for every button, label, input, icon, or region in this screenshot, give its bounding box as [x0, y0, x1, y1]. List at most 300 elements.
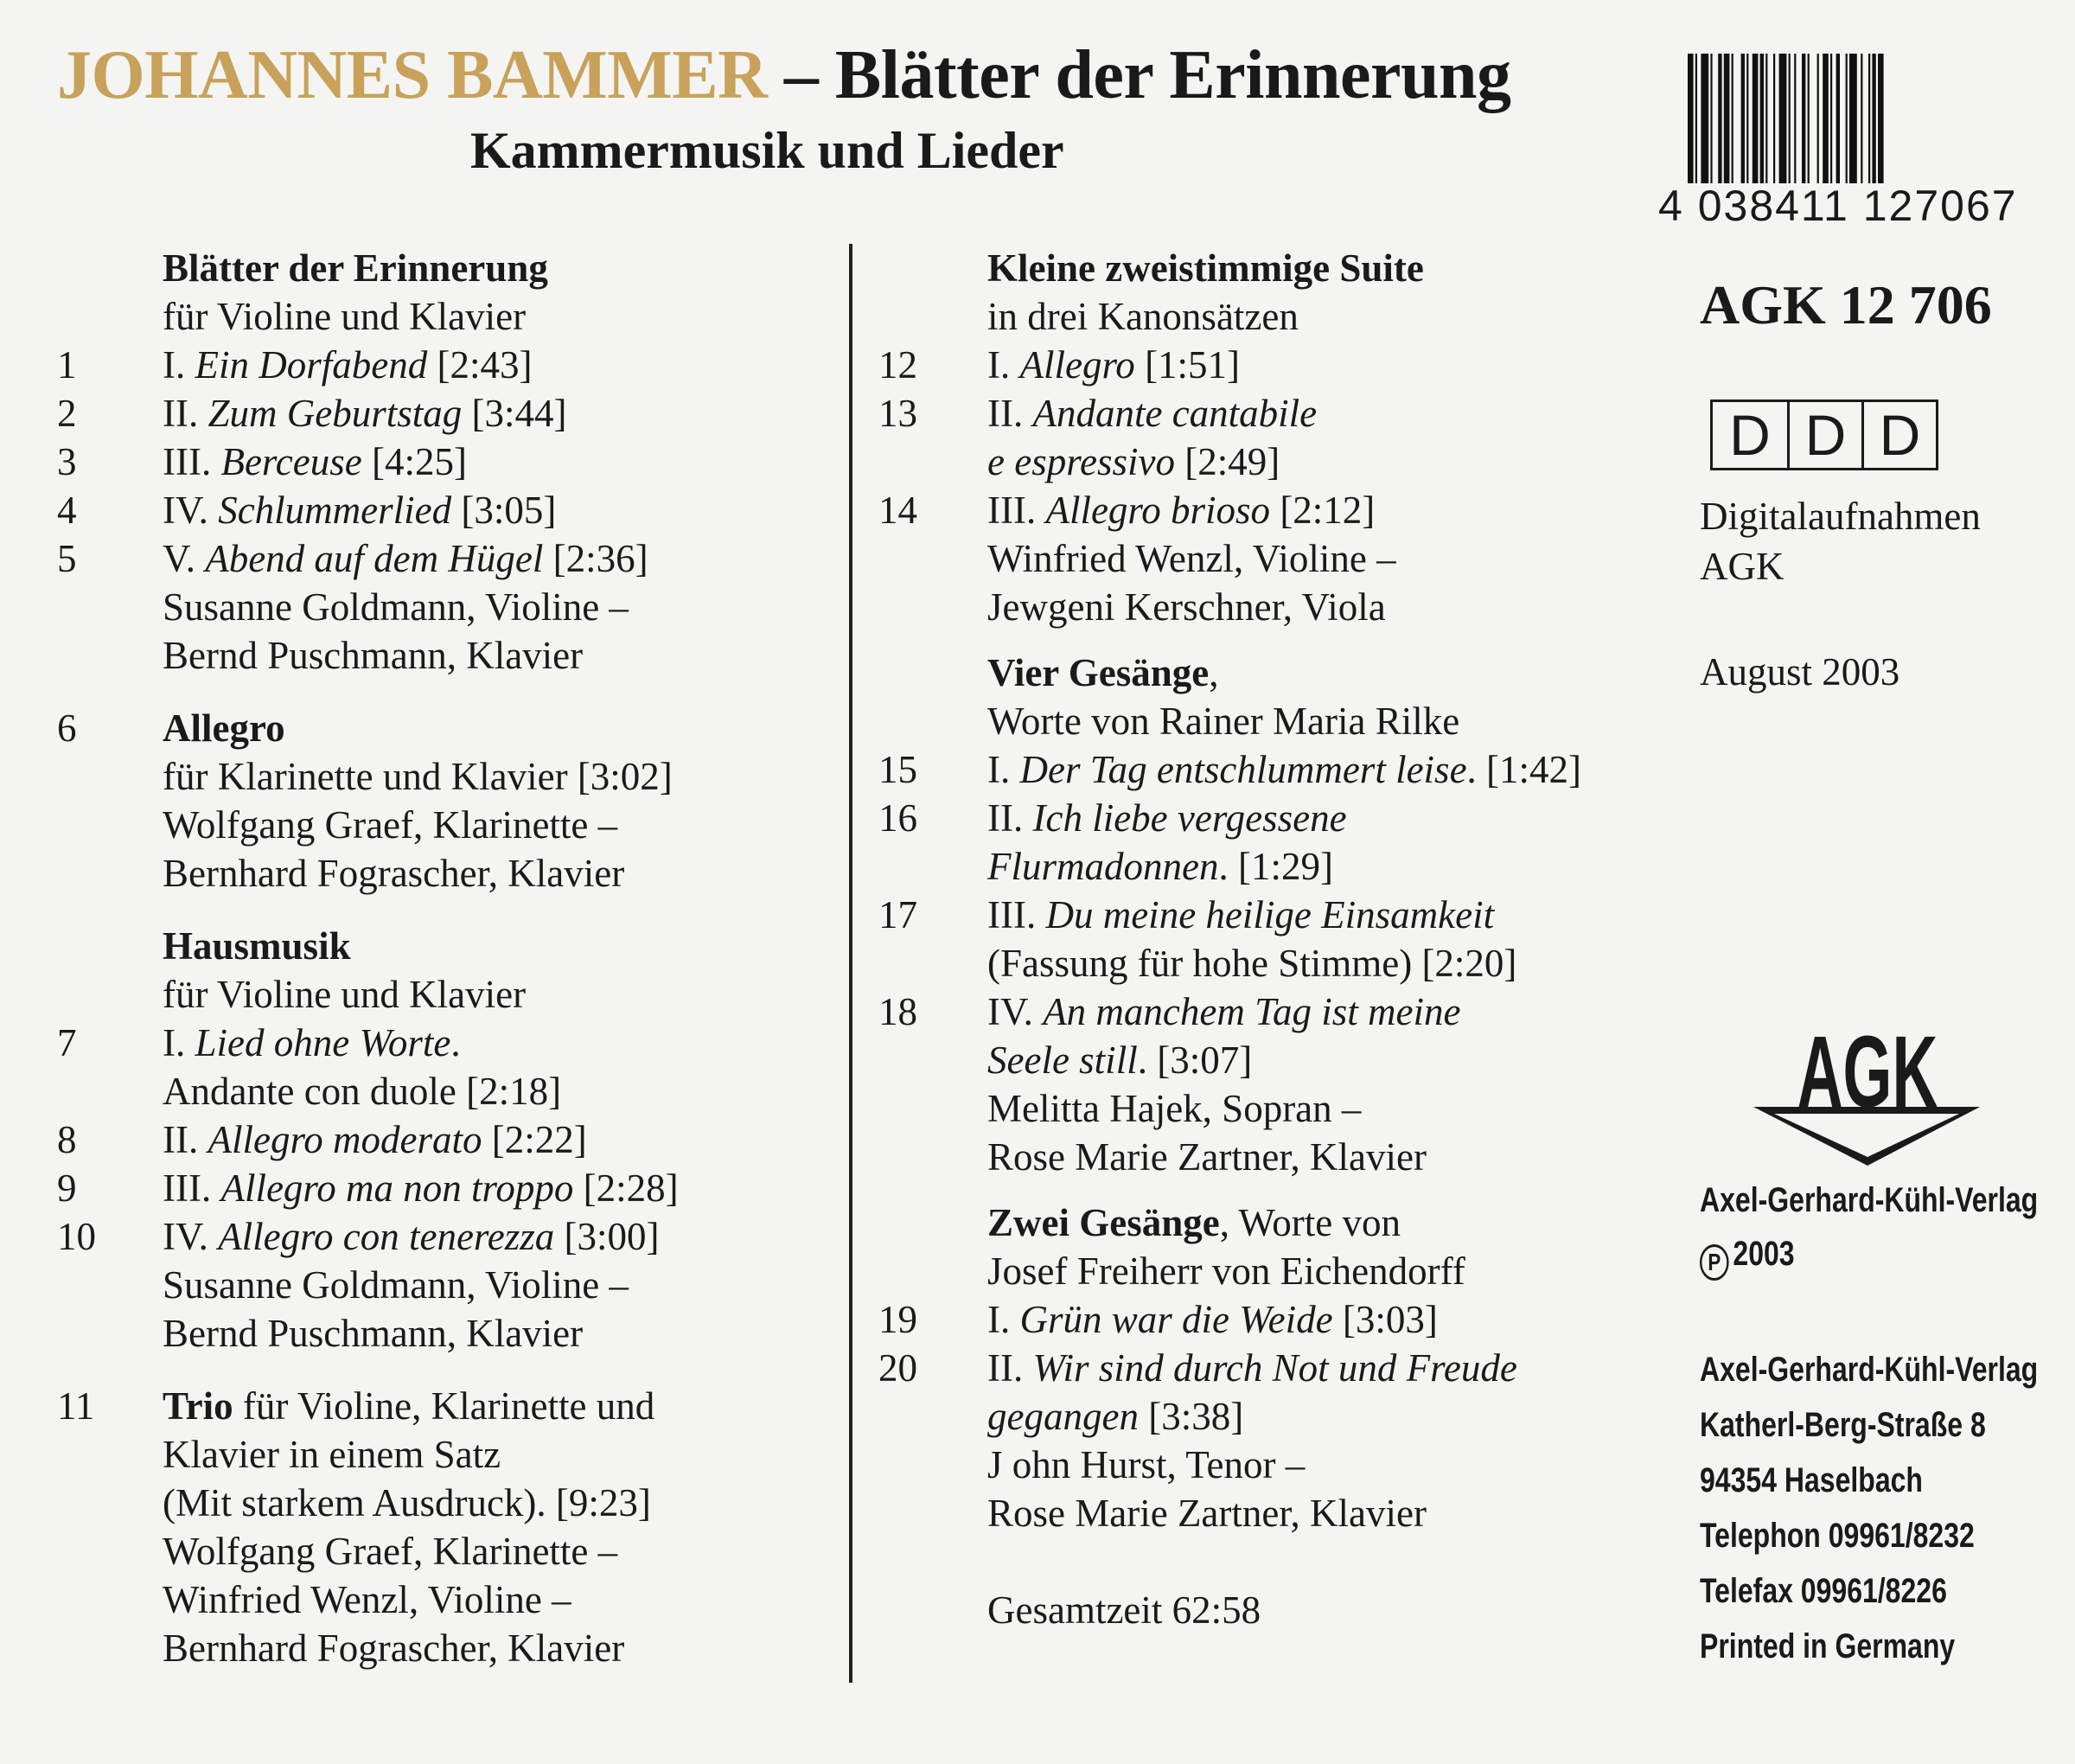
barcode-bar [1760, 54, 1764, 183]
catalog-number: AGK 12 706 [1700, 274, 1992, 336]
track-line [48, 389, 827, 438]
movement-title: Lied ohne Worte [195, 1021, 451, 1064]
track-line [48, 1575, 827, 1624]
track-number: 1 [57, 343, 77, 387]
track-line [873, 1489, 1677, 1537]
track-text [987, 1586, 1261, 1634]
track-number [48, 1067, 163, 1115]
track-text [163, 849, 624, 898]
track-line [873, 341, 1677, 389]
text-run: V. [163, 537, 206, 580]
logo-text: AGK [1797, 1014, 1938, 1129]
text-run: Winfried Wenzl, Violine – [163, 1578, 571, 1621]
track-number [48, 1261, 163, 1309]
work-heading: Vier Gesänge [987, 651, 1210, 694]
track-text [163, 534, 648, 583]
track-line [48, 341, 827, 389]
track-line [873, 1441, 1677, 1489]
track-line [873, 1198, 1677, 1247]
barcode-bar [1710, 54, 1712, 183]
barcode-bar [1872, 54, 1875, 183]
text-run: III. [987, 489, 1046, 532]
recording-note-line: AGK [1700, 545, 1784, 588]
track-number [873, 534, 987, 583]
barcode-bar [1794, 54, 1796, 183]
track-text [163, 583, 629, 631]
text-run: Melitta Hajek, Sopran – [987, 1087, 1362, 1130]
movement-title: Schlummerlied [218, 489, 452, 532]
track-text [163, 1479, 651, 1527]
movement-title: e espressivo [987, 440, 1176, 483]
spacer [48, 898, 827, 922]
movement-title: Der Tag entschlummert leise [1019, 748, 1467, 791]
text-run: . [1:29] [1218, 845, 1333, 888]
address-line: Printed in Germany [1700, 1627, 1956, 1665]
text-run: [1:51] [1134, 343, 1241, 387]
track-number [48, 631, 163, 680]
track-number [873, 583, 987, 631]
barcode-bar [1830, 54, 1832, 183]
ddd-letter: D [1861, 402, 1936, 468]
address-line: Katherl-Berg-Straße 8 [1700, 1406, 1986, 1444]
movement-title: Du meine heilige Einsamkeit [1045, 893, 1495, 936]
track-number: 7 [57, 1021, 77, 1064]
text-run: I. [987, 1298, 1020, 1341]
track-number [873, 1489, 987, 1537]
work-heading: Trio [163, 1384, 233, 1428]
text-run: IV. [163, 489, 219, 532]
text-run: [3:03] [1332, 1298, 1438, 1341]
work-heading: Kleine zweistimmige Suite [987, 246, 1424, 290]
text-run: IV. [163, 1215, 219, 1258]
text-run: (Fassung für hohe Stimme) [2:20] [987, 942, 1517, 985]
recording-note-line: Digitalaufnahmen [1700, 495, 1981, 538]
text-run: Wolfgang Graef, Klarinette – [163, 1530, 618, 1573]
phonogram-notice [1700, 1226, 1795, 1281]
text-run: I. [163, 1021, 195, 1064]
tracklist-middle [873, 244, 1677, 1634]
track-number: 19 [878, 1298, 917, 1341]
track-text [163, 631, 583, 680]
movement-title: Flurmadonnen [987, 845, 1219, 888]
track-text [987, 1198, 1401, 1247]
track-number [48, 1527, 163, 1575]
track-text [987, 1133, 1427, 1181]
track-line [48, 1430, 827, 1479]
text-run: Wolfgang Graef, Klarinette – [163, 803, 618, 847]
text-run: . [3:07] [1137, 1039, 1253, 1082]
track-number: 18 [878, 990, 917, 1033]
track-number [873, 697, 987, 745]
barcode-bar [1846, 54, 1848, 183]
track-number: 4 [57, 489, 77, 532]
text-run: III. [987, 893, 1046, 936]
barcode-bar [1695, 54, 1697, 183]
label-name: Axel-Gerhard-Kühl-Verlag [1700, 1181, 2039, 1219]
track-number: 9 [57, 1166, 77, 1210]
text-run: II. [987, 796, 1033, 840]
text-run: II. [163, 1118, 208, 1161]
text-run: [2:28] [573, 1166, 679, 1210]
track-text [987, 1489, 1427, 1537]
album-subtitle: Kammermusik und Lieder [470, 122, 1064, 179]
track-text [163, 1575, 571, 1624]
track-number: 17 [878, 893, 917, 936]
track-text [987, 486, 1375, 534]
text-run: IV. [987, 990, 1044, 1033]
movement-title: Ich liebe vergessene [1032, 796, 1347, 840]
track-text [163, 1212, 660, 1261]
track-text [987, 1295, 1438, 1344]
track-text [987, 244, 1424, 292]
movement-title: Abend auf dem Hügel [205, 537, 544, 580]
track-text [987, 1247, 1465, 1295]
text-run: [2:22] [482, 1118, 587, 1161]
movement-title: Allegro moderato [208, 1118, 482, 1161]
text-run: [4:25] [361, 440, 467, 483]
track-line [48, 1527, 827, 1575]
track-text [987, 341, 1240, 389]
track-line [873, 1133, 1677, 1181]
track-text [163, 1382, 654, 1430]
track-line [48, 1309, 827, 1358]
text-run: Bernd Puschmann, Klavier [163, 1312, 584, 1355]
track-line [873, 534, 1677, 583]
text-run: I. [163, 343, 195, 387]
address-line: Axel-Gerhard-Kühl-Verlag [1700, 1351, 2039, 1389]
barcode-bar [1732, 54, 1733, 183]
track-number [48, 1575, 163, 1624]
track-text [163, 244, 548, 292]
track-line [48, 534, 827, 583]
text-run: Klavier in einem Satz [163, 1433, 501, 1476]
spacer [873, 631, 1677, 649]
track-text [987, 1392, 1243, 1441]
text-run: für Violine, Klarinette und [233, 1384, 655, 1428]
track-text [163, 1309, 583, 1358]
track-text [987, 842, 1333, 891]
spacer [48, 1358, 827, 1382]
track-text [163, 922, 351, 970]
text-run: Rose Marie Zartner, Klavier [987, 1492, 1427, 1535]
track-line [873, 1586, 1677, 1634]
barcode-bar [1724, 54, 1730, 183]
text-run: J ohn Hurst, Tenor – [987, 1443, 1306, 1486]
track-text [987, 697, 1459, 745]
track-line [873, 1344, 1677, 1392]
album-title [57, 36, 1510, 115]
text-run: , [1209, 651, 1219, 694]
track-line [873, 1036, 1677, 1084]
track-line [873, 1084, 1677, 1133]
spacer [48, 680, 827, 704]
barcode-bar [1773, 54, 1775, 183]
text-run: für Violine und Klavier [163, 973, 527, 1016]
track-number [873, 1441, 987, 1489]
track-text [987, 987, 1460, 1036]
track-text [987, 1441, 1305, 1489]
track-line [48, 1019, 827, 1067]
track-number: 10 [57, 1215, 96, 1258]
track-line [873, 842, 1677, 891]
movement-title: Allegro [1019, 343, 1135, 387]
barcode-bar [1701, 54, 1708, 183]
phonogram-year: 2003 [1733, 1235, 1795, 1273]
track-text [163, 341, 532, 389]
track-line [873, 649, 1677, 697]
track-text [163, 1115, 587, 1164]
movement-title: Berceuse [220, 440, 362, 483]
track-number [873, 244, 987, 292]
track-number: 11 [57, 1384, 95, 1428]
track-line [48, 849, 827, 898]
movement-title: Allegro con tenerezza [218, 1215, 555, 1258]
track-number [48, 752, 163, 801]
text-run: [2:49] [1175, 440, 1280, 483]
barcode-bar [1802, 54, 1805, 183]
track-line [48, 752, 827, 801]
tracklist-left [48, 244, 827, 1672]
track-line [48, 1382, 827, 1430]
text-run: III. [163, 1166, 221, 1210]
track-number: 15 [878, 748, 917, 791]
track-line [48, 801, 827, 849]
text-run: [3:00] [554, 1215, 660, 1258]
text-run: für Klarinette und Klavier [3:02] [163, 755, 673, 798]
track-line [48, 1624, 827, 1672]
barcode-bar [1753, 54, 1759, 183]
track-line [873, 891, 1677, 939]
barcode-bar [1746, 54, 1748, 183]
track-line [873, 486, 1677, 534]
track-text [987, 583, 1386, 631]
track-line [48, 704, 827, 752]
work-heading: Hausmusik [163, 924, 351, 968]
track-text [987, 939, 1516, 987]
track-text [163, 1019, 461, 1067]
text-run: für Violine und Klavier [163, 295, 527, 338]
track-text [163, 389, 567, 438]
barcode-bar [1789, 54, 1791, 183]
track-number [873, 1036, 987, 1084]
track-text [987, 438, 1280, 486]
track-text [987, 1036, 1252, 1084]
text-run: in drei Kanonsätzen [987, 295, 1299, 338]
track-line [48, 438, 827, 486]
movement-title: Zum Geburtstag [208, 392, 463, 435]
text-run: [3:44] [462, 392, 567, 435]
track-number [873, 939, 987, 987]
track-number [48, 1430, 163, 1479]
track-text [987, 745, 1581, 794]
phonogram-icon: P [1700, 1244, 1729, 1281]
spacer [873, 1181, 1677, 1198]
track-number [48, 849, 163, 898]
track-line [873, 1392, 1677, 1441]
track-line [873, 939, 1677, 987]
track-line [48, 583, 827, 631]
track-number: 6 [57, 706, 77, 750]
text-run: Bernd Puschmann, Klavier [163, 634, 584, 677]
track-number [873, 1247, 987, 1295]
track-number: 14 [878, 489, 917, 532]
text-run: II. [987, 392, 1033, 435]
barcode-bar [1849, 54, 1857, 183]
work-heading: Zwei Gesänge [987, 1201, 1220, 1244]
text-run: Jewgeni Kerschner, Viola [987, 585, 1386, 629]
track-number: 8 [57, 1118, 77, 1161]
text-run: Susanne Goldmann, Violine – [163, 585, 629, 629]
text-run: II. [163, 392, 208, 435]
track-number [873, 438, 987, 486]
track-line [873, 244, 1677, 292]
track-text [163, 1527, 617, 1575]
track-text [163, 801, 617, 849]
text-run: Andante con duole [2:18] [163, 1070, 562, 1113]
movement-title: Seele still [987, 1039, 1138, 1082]
track-line [48, 922, 827, 970]
work-title: – Blätter der Erinnerung [783, 37, 1511, 113]
track-line [48, 1479, 827, 1527]
track-line [873, 987, 1677, 1036]
track-line [48, 1067, 827, 1115]
barcode-bar [1808, 54, 1810, 183]
barcode-bar [1688, 54, 1694, 183]
track-number [48, 801, 163, 849]
track-text [163, 1067, 561, 1115]
track-text [163, 704, 285, 752]
track-line [873, 745, 1677, 794]
ddd-letter: D [1787, 402, 1861, 468]
track-text [163, 970, 526, 1019]
text-run: Josef Freiherr von Eichendorff [987, 1250, 1465, 1293]
track-text [163, 292, 526, 341]
text-run: . [450, 1021, 461, 1064]
track-text [163, 486, 556, 534]
track-line [873, 1247, 1677, 1295]
text-run: [2:36] [543, 537, 648, 580]
track-line [48, 970, 827, 1019]
text-run: [2:43] [427, 343, 533, 387]
text-run: Susanne Goldmann, Violine – [163, 1263, 629, 1307]
track-text [987, 891, 1494, 939]
text-run: Winfried Wenzl, Violine – [987, 537, 1396, 580]
track-number [873, 1586, 987, 1634]
text-run: Bernhard Fograscher, Klavier [163, 852, 625, 895]
address-line: Telefax 09961/8226 [1700, 1572, 1947, 1610]
track-line [48, 1164, 827, 1212]
track-text [163, 1624, 624, 1672]
spacer [873, 1537, 1677, 1562]
movement-title: Grün war die Weide [1019, 1298, 1333, 1341]
barcode-bar [1765, 54, 1767, 183]
track-line [48, 486, 827, 534]
release-date: August 2003 [1700, 650, 1900, 693]
ddd-code-box [1710, 399, 1938, 470]
movement-title: An manchem Tag ist meine [1043, 990, 1461, 1033]
composer-name: JOHANNES BAMMER [57, 37, 768, 113]
movement-title: Wir sind durch Not und Freude [1032, 1346, 1517, 1390]
text-run: I. [987, 343, 1020, 387]
text-run: [2:12] [1270, 489, 1376, 532]
barcode-bar [1836, 54, 1840, 183]
text-run: II. [987, 1346, 1033, 1390]
text-run: III. [163, 440, 221, 483]
barcode-bar [1741, 54, 1745, 183]
track-number: 12 [878, 343, 917, 387]
barcode-bar [1868, 54, 1870, 183]
track-text [987, 649, 1218, 697]
track-text [163, 1164, 679, 1212]
track-text [987, 292, 1299, 341]
track-line [873, 292, 1677, 341]
work-heading: Allegro [163, 706, 285, 750]
track-text [987, 389, 1317, 438]
track-number [48, 583, 163, 631]
column-divider [849, 244, 852, 1683]
address-line: 94354 Haselbach [1700, 1461, 1923, 1499]
track-text [163, 752, 673, 801]
track-number [48, 1479, 163, 1527]
text-run: , Worte von [1219, 1201, 1401, 1244]
track-line [48, 244, 827, 292]
text-run: (Mit starkem Ausdruck). [9:23] [163, 1481, 651, 1524]
track-number [48, 244, 163, 292]
text-run: I. [987, 748, 1020, 791]
text-run: Worte von Rainer Maria Rilke [987, 700, 1460, 743]
movement-title: Allegro ma non troppo [220, 1166, 574, 1210]
barcode-bar [1878, 54, 1884, 183]
barcode-bar [1861, 54, 1862, 183]
track-number: 13 [878, 392, 917, 435]
address-line: Telephon 09961/8232 [1700, 1517, 1975, 1555]
track-text [163, 438, 467, 486]
track-line [873, 794, 1677, 842]
track-line [48, 1115, 827, 1164]
track-number [873, 649, 987, 697]
track-line [873, 438, 1677, 486]
track-line [873, 697, 1677, 745]
text-run: Rose Marie Zartner, Klavier [987, 1135, 1427, 1179]
track-number [48, 1624, 163, 1672]
text-run: . [1:42] [1466, 748, 1582, 791]
track-number: 5 [57, 537, 77, 580]
text-run: Bernhard Fograscher, Klavier [163, 1627, 625, 1670]
track-text [987, 1084, 1361, 1133]
track-text [987, 1344, 1517, 1392]
track-text [987, 794, 1347, 842]
track-number [48, 970, 163, 1019]
movement-title: Ein Dorfabend [195, 343, 428, 387]
track-number: 16 [878, 796, 917, 840]
movement-title: Andante cantabile [1032, 392, 1318, 435]
text-run: [3:05] [451, 489, 557, 532]
track-line [48, 1212, 827, 1261]
track-number [873, 1392, 987, 1441]
track-number [873, 292, 987, 341]
work-heading: Blätter der Erinnerung [163, 246, 548, 290]
barcode-icon [1688, 54, 1997, 202]
track-number [48, 922, 163, 970]
track-line [873, 1295, 1677, 1344]
track-text [163, 1261, 629, 1309]
track-line [873, 389, 1677, 438]
track-line [873, 583, 1677, 631]
track-number [873, 1198, 987, 1247]
track-text [163, 1430, 501, 1479]
barcode-bar [1779, 54, 1787, 183]
agk-logo-icon [1750, 1012, 1983, 1167]
